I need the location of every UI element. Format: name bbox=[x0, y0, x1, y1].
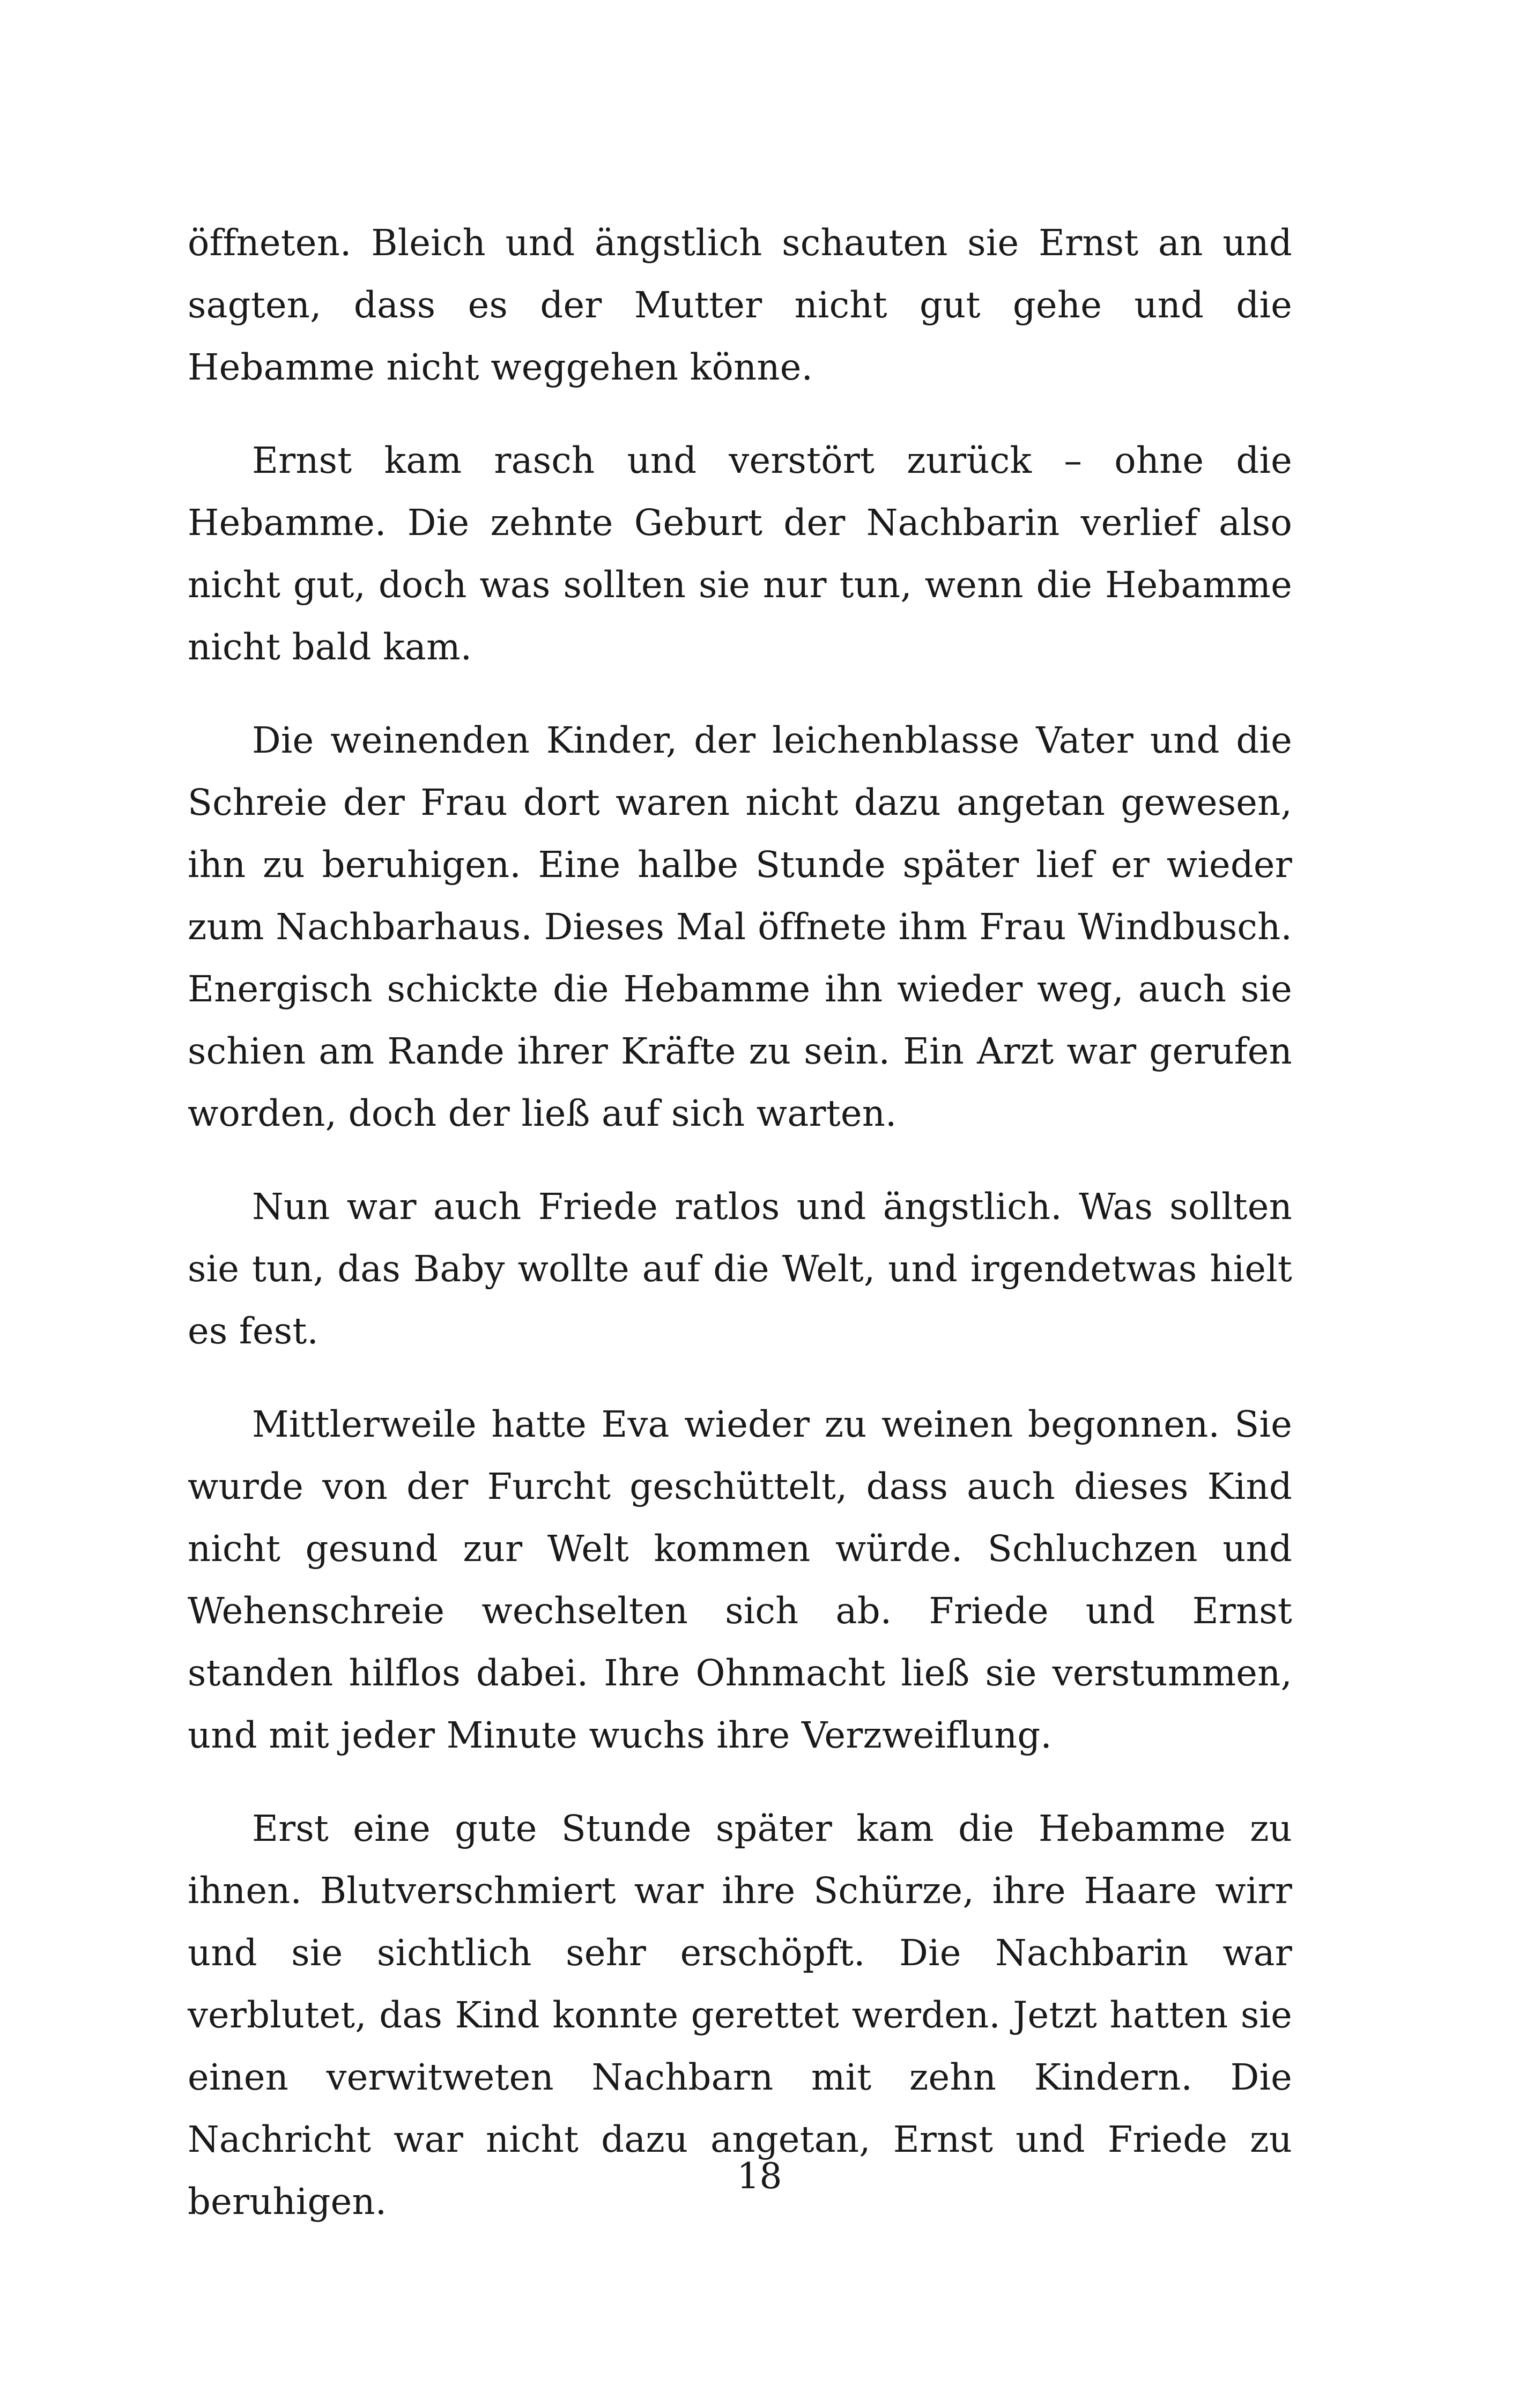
paragraph-2: Ernst kam rasch und verstört zurück – ohne die Hebamme. Die zehnte Geburt der Nachbarin verlief also nicht gut, doch was sollten sie nur tun, wenn die Hebamme nicht bald kam. bbox=[188, 440, 1292, 668]
paragraph-6: Erst eine gute Stunde später kam die Hebamme zu ihnen. Blutverschmiert war ihre Schürze, ihre Haare wirr und sie sichtlich sehr erschöpft. Die Nachbarin war verblutet, das Kind konnte gerettet werden. Jetzt hatten sie einen verwitweten Nachbarn mit zehn Kindern. Die Nachricht war nicht dazu angetan, Ernst und Friede zu beruhigen. bbox=[188, 1808, 1292, 2223]
body-text bbox=[188, 212, 1292, 2264]
paragraph-5: Mittlerweile hatte Eva wieder zu weinen begonnen. Sie wurde von der Furcht geschüttelt, dass auch dieses Kind nicht gesund zur Welt kommen würde. Schluchzen und Wehenschreie wechselten sich ab. Friede und Ernst standen hilflos dabei. Ihre Ohnmacht ließ sie verstummen, und mit jeder Minute wuchs ihre Verzweiflung. bbox=[188, 1403, 1292, 1756]
paragraph-1: öffneten. Bleich und ängstlich schauten sie Ernst an und sagten, dass es der Mutter nicht gut gehe und die Hebamme nicht weggehen könne. bbox=[188, 222, 1292, 388]
paragraph-3: Die weinenden Kinder, der leichenblasse Vater und die Schreie der Frau dort waren nicht dazu angetan gewesen, ihn zu beruhigen. Eine halbe Stunde später lief er wieder zum Nachbarhaus. Dieses Mal öffnete ihm Frau Windbusch. Energisch schickte die Hebamme ihn wieder weg, auch sie schien am Rande ihrer Kräfte zu sein. Ein Arzt war gerufen worden, doch der ließ auf sich warten. bbox=[188, 719, 1292, 1134]
page-number: 18 bbox=[737, 2156, 782, 2197]
paragraph-4: Nun war auch Friede ratlos und ängstlich. Was sollten sie tun, das Baby wollte auf die Welt, und irgendetwas hielt es fest. bbox=[188, 1186, 1292, 1352]
